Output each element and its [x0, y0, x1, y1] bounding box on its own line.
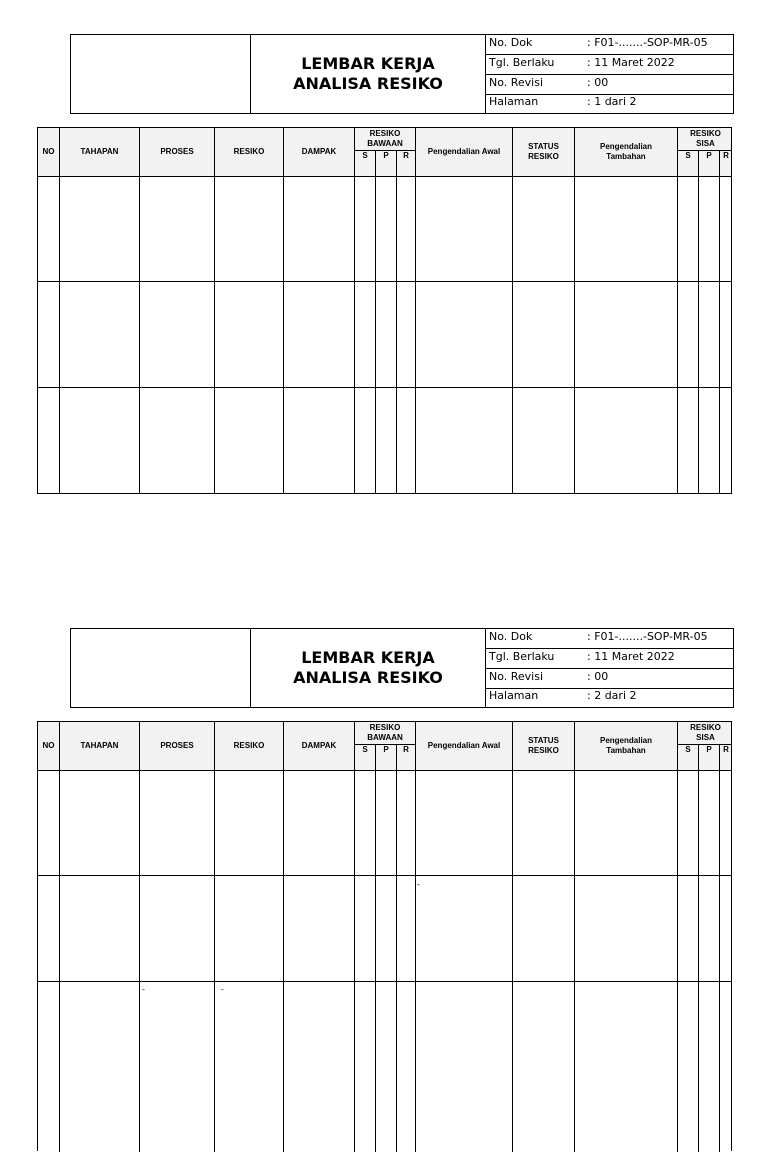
- cell-mark: -: [221, 985, 224, 994]
- col-divider: [59, 128, 60, 493]
- col-header-sisa-r: R: [723, 745, 729, 754]
- title-cell: [251, 629, 486, 707]
- col-divider: [375, 744, 376, 1152]
- col-header-tahapan: TAHAPAN: [80, 146, 119, 156]
- col-header-bawaan-r: R: [403, 745, 409, 754]
- table-header-row: [38, 128, 731, 177]
- title-cell: [251, 35, 486, 113]
- meta-row-page: [486, 94, 734, 113]
- meta-key: Tgl. Berlaku: [489, 56, 555, 69]
- document-meta: [486, 35, 734, 113]
- meta-key: No. Dok: [489, 630, 533, 643]
- col-header-resiko: RESIKO: [233, 740, 265, 750]
- subheader-rule: [677, 150, 731, 151]
- col-header-tahapan: TAHAPAN: [80, 740, 119, 750]
- meta-key: No. Dok: [489, 36, 533, 49]
- col-header-pengendalian-tambahan: Pengendalian Tambahan: [599, 141, 652, 161]
- col-header-dampak: DAMPAK: [301, 740, 337, 750]
- col-divider: [139, 128, 140, 493]
- col-header-status-resiko: STATUS RESIKO: [528, 141, 559, 161]
- title-line-2: ANALISA RESIKO: [293, 74, 443, 93]
- col-divider: [415, 722, 416, 1152]
- col-header-dampak: DAMPAK: [301, 146, 337, 156]
- col-divider: [214, 722, 215, 1152]
- risk-analysis-table: [37, 127, 732, 494]
- col-divider: [719, 744, 720, 1152]
- col-header-resiko-sisa: RESIKO SISA: [690, 129, 721, 148]
- meta-value: : 1 dari 2: [587, 95, 637, 108]
- meta-row-revision: [486, 75, 734, 95]
- col-header-proses: PROSES: [160, 146, 194, 156]
- col-divider: [719, 150, 720, 493]
- col-header-no: NO: [42, 146, 55, 156]
- col-header-status-resiko: STATUS RESIKO: [528, 735, 559, 755]
- col-header-no: NO: [42, 740, 55, 750]
- meta-key: Halaman: [489, 689, 539, 702]
- meta-row-effective-date: [486, 55, 734, 75]
- meta-value: : 2 dari 2: [587, 689, 637, 702]
- document-title: [293, 54, 443, 94]
- col-header-resiko: RESIKO: [233, 146, 265, 156]
- col-divider: [139, 722, 140, 1152]
- meta-value: : 00: [587, 76, 609, 89]
- meta-value: : 11 Maret 2022: [587, 56, 675, 69]
- col-header-sisa-p: P: [706, 151, 712, 160]
- col-header-bawaan-p: P: [383, 151, 389, 160]
- meta-value: : F01-.......-SOP-MR-05: [587, 630, 708, 643]
- table-header-row: [38, 722, 731, 771]
- col-divider: [375, 150, 376, 493]
- col-header-resiko-sisa: RESIKO SISA: [690, 723, 721, 742]
- col-header-sisa-r: R: [723, 151, 729, 160]
- col-divider: [677, 128, 678, 493]
- col-divider: [59, 722, 60, 1152]
- logo-cell: [71, 629, 251, 707]
- cell-mark: -: [142, 985, 145, 994]
- col-header-bawaan-r: R: [403, 151, 409, 160]
- row-divider: [38, 281, 731, 282]
- meta-row-doc-number: [486, 35, 734, 55]
- col-divider: [396, 150, 397, 493]
- col-header-sisa-s: S: [685, 151, 691, 160]
- col-header-resiko-bawaan: RESIKO BAWAAN: [367, 129, 403, 148]
- meta-key: Halaman: [489, 95, 539, 108]
- col-divider: [354, 128, 355, 493]
- meta-key: No. Revisi: [489, 670, 544, 683]
- col-divider: [512, 128, 513, 493]
- meta-value: : 00: [587, 670, 609, 683]
- col-header-bawaan-s: S: [362, 151, 368, 160]
- col-header-bawaan-s: S: [362, 745, 368, 754]
- col-divider: [283, 722, 284, 1152]
- row-divider: [38, 387, 731, 388]
- title-line-1: LEMBAR KERJA: [301, 648, 435, 667]
- meta-value: : 11 Maret 2022: [587, 650, 675, 663]
- meta-key: Tgl. Berlaku: [489, 650, 555, 663]
- meta-row-revision: [486, 669, 734, 689]
- col-divider: [354, 722, 355, 1152]
- col-divider: [214, 128, 215, 493]
- col-divider: [698, 744, 699, 1152]
- col-header-pengendalian-awal: Pengendalian Awal: [427, 740, 501, 750]
- meta-row-doc-number: [486, 629, 734, 649]
- col-divider: [677, 722, 678, 1152]
- col-header-sisa-s: S: [685, 745, 691, 754]
- col-header-sisa-p: P: [706, 745, 712, 754]
- risk-analysis-table: [37, 721, 732, 1151]
- title-line-2: ANALISA RESIKO: [293, 668, 443, 687]
- meta-value: : F01-.......-SOP-MR-05: [587, 36, 708, 49]
- col-header-bawaan-p: P: [383, 745, 389, 754]
- col-divider: [574, 722, 575, 1152]
- col-header-pengendalian-awal: Pengendalian Awal: [427, 146, 501, 156]
- document-header: [70, 628, 734, 708]
- subheader-rule: [354, 744, 416, 745]
- meta-row-effective-date: [486, 649, 734, 669]
- cell-mark: -: [417, 880, 420, 889]
- col-divider: [574, 128, 575, 493]
- logo-cell: [71, 35, 251, 113]
- meta-row-page: [486, 688, 734, 707]
- col-header-pengendalian-tambahan: Pengendalian Tambahan: [599, 735, 652, 755]
- col-divider: [396, 744, 397, 1152]
- subheader-rule: [677, 744, 731, 745]
- subheader-rule: [354, 150, 416, 151]
- col-divider: [512, 722, 513, 1152]
- col-header-proses: PROSES: [160, 740, 194, 750]
- title-line-1: LEMBAR KERJA: [301, 54, 435, 73]
- col-divider: [283, 128, 284, 493]
- col-header-resiko-bawaan: RESIKO BAWAAN: [367, 723, 403, 742]
- meta-key: No. Revisi: [489, 76, 544, 89]
- document-title: [293, 648, 443, 688]
- col-divider: [415, 128, 416, 493]
- document-header: [70, 34, 734, 114]
- document-meta: [486, 629, 734, 707]
- col-divider: [698, 150, 699, 493]
- row-divider: [38, 875, 731, 876]
- row-divider: [38, 981, 731, 982]
